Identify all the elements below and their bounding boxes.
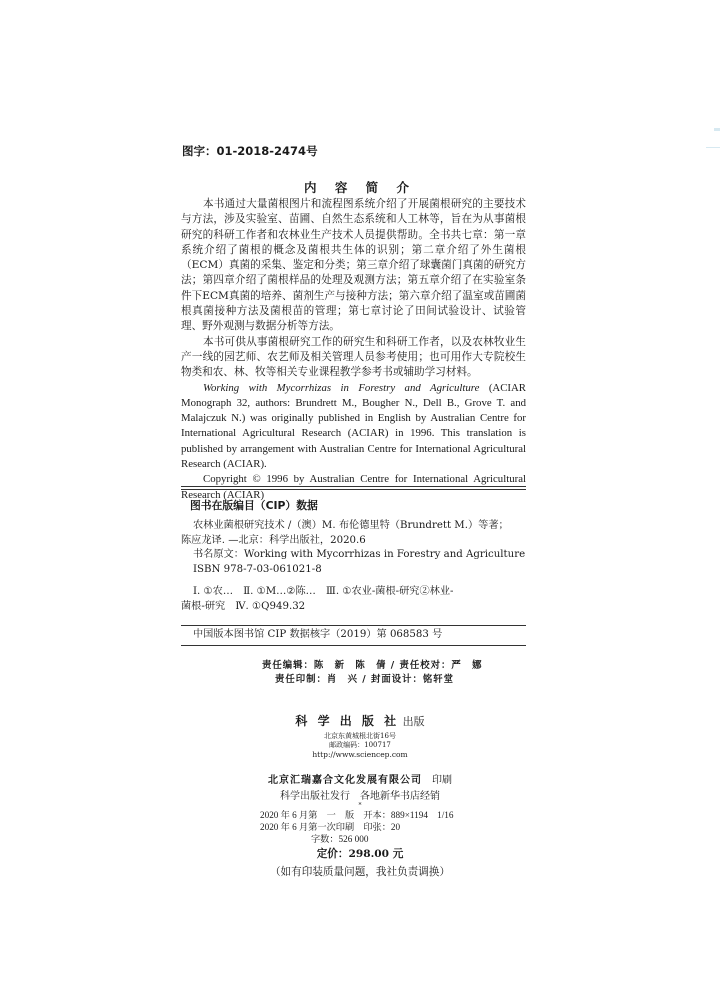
cip-line-title: 农林业菌根研究技术 /（澳）M. 布伦德里特（Brundrett M.）等著； xyxy=(193,520,509,531)
abstract-paragraph-2: 本书可供从事菌根研究工作的研究生和科研工作者，以及农林牧业生产一线的园艺师、农艺师及相关管理人员参考使用；也可用作大专院校生物类和农、林、牧等相关专业课程教学参考书或辅助学习材料。 xyxy=(181,335,526,379)
page-edge-mark xyxy=(706,147,720,148)
publisher-postcode: 邮政编码：100717 xyxy=(329,741,391,749)
staff-production: 责任印制：肖 兴 / 封面设计：铭轩堂 xyxy=(275,674,454,685)
publisher-address: 北京东黄城根北街16号 xyxy=(324,732,396,740)
publisher-logo-text: 科 学 出 版 社 xyxy=(295,714,400,728)
spec-printing: 2020 年 6 月第一次印刷 印张：20 xyxy=(260,822,401,832)
page-edge-mark xyxy=(714,128,720,131)
cip-block xyxy=(181,519,526,614)
publisher-suffix: 出版 xyxy=(399,715,425,728)
english-note-text: (ACIAR Monograph 32, authors: Brundrett M., Bougher N., Dell B., Grove T. and Malajczuk N.) was originally published in English by Australian Centre for International Agricultural Research (ACIAR) in 1996. This translation is published by arrangement with Australian Centre for International Agricultural Research (ACIAR). xyxy=(181,381,527,471)
spec-edition: 2020 年 6 月第 一 版 开本：889×1194 1/16 xyxy=(260,810,454,820)
printer-name: 北京汇瑞嘉合文化发展有限公司 xyxy=(268,775,422,786)
publisher-url: http://www.sciencep.com xyxy=(312,750,408,759)
staff-editors: 责任编辑：陈 新 陈 倩 / 责任校对：严 娜 xyxy=(262,660,483,671)
abstract-title: 内 容 简 介 xyxy=(303,180,417,195)
divider-top xyxy=(181,486,526,487)
distribution-line: 科学出版社发行 各地新华书店经销 xyxy=(280,791,440,802)
cip-heading: 图书在版编目（CIP）数据 xyxy=(190,499,318,512)
cip-line-isbn: ISBN 978-7-03-061021-8 xyxy=(193,563,322,575)
printer-suffix: 印刷 xyxy=(422,775,452,786)
printer-line xyxy=(0,771,720,786)
cip-line-classification: Ⅰ. ①农… Ⅱ. ①M…②陈… Ⅲ. ①农业-菌根-研究②林业- xyxy=(193,586,454,597)
divider-cip-middle xyxy=(181,625,526,626)
cip-line-translator: 陈应龙译. —北京：科学出版社，2020.6 xyxy=(181,534,366,546)
spec-word-count: 字数：526 000 xyxy=(311,834,369,844)
abstract-paragraph-1: 本书通过大量菌根图片和流程图系统介绍了开展菌根研究的主要技术与方法，涉及实验室、苗圃、自然生态系统和人工林等，旨在为从事菌根研究的科研工作者和农林业生产技术人员提供帮助。全书共七章：第一章系统介绍了菌根的概念及菌根共生体的识别；第二章介绍了外生菌根（ECM）真菌的采集、鉴定和分类；第三章介绍了球囊菌门真菌的研究方法；第四章介绍了菌根样品的处理及观测方法；第五章介绍了在实验室条件下ECM真菌的培养、菌剂生产与接种方法；第六章介绍了温室或苗圃菌根真菌接种方法及菌根苗的管理；第七章讨论了田间试验设计、试验管理、野外观测与数据分析等方法。 xyxy=(181,198,526,333)
quality-notice: （如有印装质量问题，我社负责调换） xyxy=(269,866,451,878)
separator-asterisk: * xyxy=(358,802,362,809)
cip-line-original-title: 书名原文：Working with Mycorrhizas in Forestry and Agriculture xyxy=(193,549,526,560)
divider-bottom xyxy=(181,645,526,646)
divider-top-thin xyxy=(181,489,526,490)
english-book-title: Working with Mycorrhizas in Forestry and Agriculture xyxy=(203,381,480,394)
english-note xyxy=(181,381,526,473)
publisher-name xyxy=(0,712,720,729)
english-copyright: Copyright © 1996 by Australian Centre for International Agricultural Research (ACIAR) xyxy=(181,473,526,501)
abstract-body xyxy=(181,197,526,503)
cip-line-classification-cont: 菌根-研究 Ⅳ. ①Q949.32 xyxy=(181,600,306,612)
cip-verification: 中国版本图书馆 CIP 数据核字（2019）第 068583 号 xyxy=(193,629,443,640)
copyright-registration-number: 图字：01-2018-2474号 xyxy=(182,144,318,158)
book-price: 定价：298.00 元 xyxy=(316,848,404,860)
